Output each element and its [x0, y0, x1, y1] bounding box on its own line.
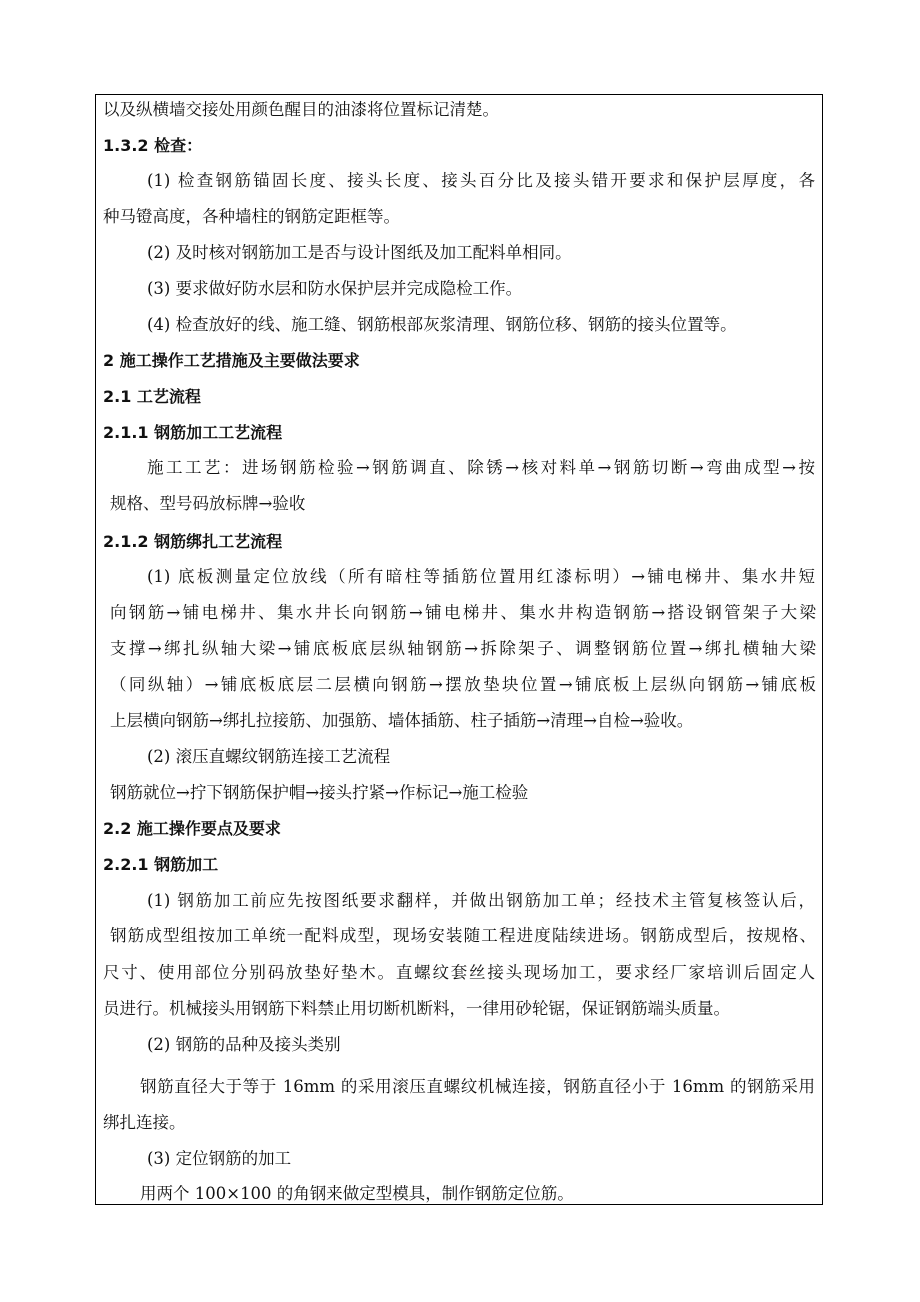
text-line: 钢筋直径大于等于 16mm 的采用滚压直螺纹机械连接，钢筋直径小于 16mm 的钢筋采用: [140, 1077, 815, 1096]
text-line: 钢筋就位→拧下钢筋保护帽→接头拧紧→作标记→施工检验: [110, 783, 529, 802]
section-heading: 2 施工操作工艺措施及主要做法要求: [103, 351, 360, 370]
text-line: (1) 钢筋加工前应先按图纸要求翻样，并做出钢筋加工单；经技术主管复核签认后，: [147, 891, 815, 910]
text-line: (3) 定位钢筋的加工: [147, 1149, 292, 1168]
section-heading: 2.1.2 钢筋绑扎工艺流程: [103, 532, 283, 551]
text-line: (1) 底板测量定位放线（所有暗柱等插筋位置用红漆标明）→铺电梯井、集水井短: [147, 567, 815, 586]
section-heading: 1.3.2 检查：: [103, 136, 203, 155]
text-line: 员进行。机械接头用钢筋下料禁止用切断机断料，一律用砂轮锯，保证钢筋端头质量。: [103, 999, 730, 1018]
text-line: 支撑→绑扎纵轴大梁→铺底板底层纵轴钢筋→拆除架子、调整钢筋位置→绑扎横轴大梁: [110, 639, 816, 658]
text-line: 以及纵横墙交接处用颜色醒目的油漆将位置标记清楚。: [103, 100, 499, 119]
text-line: (2) 及时核对钢筋加工是否与设计图纸及加工配料单相同。: [147, 243, 572, 262]
text-line: 上层横向钢筋→绑扎拉接筋、加强筋、墙体插筋、柱子插筋→清理→自检→验收。: [110, 711, 694, 730]
text-line: (1) 检查钢筋锚固长度、接头长度、接头百分比及接头错开要求和保护层厚度，各: [147, 171, 815, 190]
text-line: 尺寸、使用部位分别码放垫好垫木。直螺纹套丝接头现场加工，要求经厂家培训后固定人: [103, 963, 815, 982]
text-line: (4) 检查放好的线、施工缝、钢筋根部灰浆清理、钢筋位移、钢筋的接头位置等。: [147, 315, 737, 334]
text-line: 施工工艺：进场钢筋检验→钢筋调直、除锈→核对料单→钢筋切断→弯曲成型→按: [147, 458, 815, 477]
section-heading: 2.1 工艺流程: [103, 387, 201, 406]
text-line: 绑扎连接。: [103, 1113, 186, 1132]
section-heading: 2.2.1 钢筋加工: [103, 855, 219, 874]
section-heading: 2.1.1 钢筋加工工艺流程: [103, 423, 283, 442]
text-line: 钢筋成型组按加工单统一配料成型，现场安装随工程进度陆续进场。钢筋成型后，按规格、: [110, 926, 816, 945]
text-line: 规格、型号码放标牌→验收: [110, 494, 306, 513]
text-line: 用两个 100×100 的角钢来做定型模具，制作钢筋定位筋。: [140, 1184, 574, 1203]
section-heading: 2.2 施工操作要点及要求: [103, 819, 281, 838]
text-line: (3) 要求做好防水层和防水保护层并完成隐检工作。: [147, 279, 523, 298]
text-line: (2) 滚压直螺纹钢筋连接工艺流程: [147, 747, 391, 766]
text-line: （同纵轴）→铺底板底层二层横向钢筋→摆放垫块位置→铺底板上层纵向钢筋→铺底板: [110, 675, 816, 694]
text-line: 种马镫高度，各种墙柱的钢筋定距框等。: [103, 207, 400, 226]
text-line: 向钢筋→铺电梯井、集水井长向钢筋→铺电梯井、集水井构造钢筋→搭设钢管架子大梁: [110, 603, 816, 622]
text-line: (2) 钢筋的品种及接头类别: [147, 1035, 341, 1054]
